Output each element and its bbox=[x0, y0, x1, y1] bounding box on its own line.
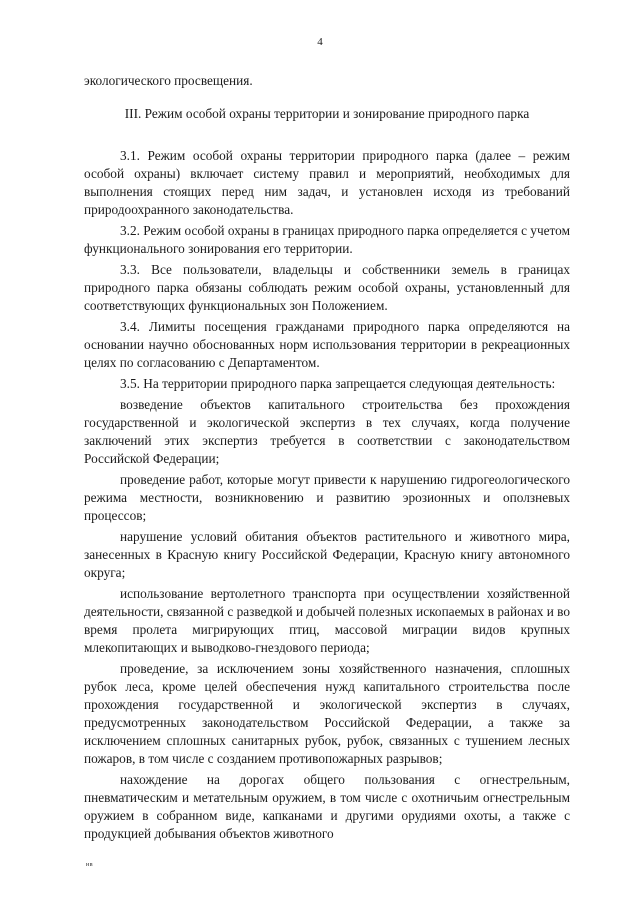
page-number: 4 bbox=[317, 36, 323, 48]
footer-initials: нв bbox=[86, 862, 94, 868]
prohibited-item: возведение объектов капитального строительства без прохождения государственной и экологической экспертиз в тех случаях, когда получение заключений этих экспертиз требуется в соответствии с законодательством Российской Федерации; bbox=[84, 397, 570, 466]
prohibited-item: проведение работ, которые могут привести к нарушению гидрогеологического режима местности, возникновению и развитию эрозионных и оползневых процессов; bbox=[84, 472, 570, 523]
prohibited-item: нарушение условий обитания объектов растительного и животного мира, занесенных в Красную книгу Российской Федерации, Красную книгу автономного округа; bbox=[84, 529, 570, 580]
prohibited-item: использование вертолетного транспорта при осуществлении хозяйственной деятельности, связанной с разведкой и добычей полезных ископаемых в районах и во время пролета мигрирующих птиц, массовой миграции видов крупных млекопитающих и выводково-гнездового периода; bbox=[84, 586, 570, 655]
section-heading: III. Режим особой охраны территории и зонирование природного парка bbox=[124, 106, 530, 121]
paragraph-3-4: 3.4. Лимиты посещения гражданами природного парка определяются на основании научно обоснованных норм использования территории в рекреационных целях по согласованию с Департаментом. bbox=[84, 319, 570, 370]
paragraph-3-2: 3.2. Режим особой охраны в границах природного парка определяется с учетом функционального зонирования его территории. bbox=[84, 223, 570, 256]
prohibited-item: проведение, за исключением зоны хозяйственного назначения, сплошных рубок леса, кроме целей обеспечения нужд капитального строительства после прохождения государственной и экологической экспертиз в случаях, предусмотренных законодательством Российской Федерации, а также за исключением сплошных санитарных рубок, рубок, связанных с тушением лесных пожаров, в том числе с созданием противопожарных разрывов; bbox=[84, 661, 570, 766]
paragraph-3-5: 3.5. На территории природного парка запрещается следующая деятельность: bbox=[120, 376, 556, 391]
continuation-line: экологического просвещения. bbox=[84, 73, 253, 88]
prohibited-item: нахождение на дорогах общего пользования с огнестрельным, пневматическим и метательным оружием, в том числе с охотничьим огнестрельным оружием в собранном виде, капканами и другими орудиями охоты, а также с продукцией добывания объектов животного bbox=[84, 772, 570, 841]
paragraph-3-3: 3.3. Все пользователи, владельцы и собственники земель в границах природного парка обязаны соблюдать режим особой охраны, установленный для соответствующих функциональных зон Положением. bbox=[84, 262, 570, 313]
document-body bbox=[84, 72, 570, 843]
paragraph-3-1: 3.1. Режим особой охраны территории природного парка (далее – режим особой охраны) включает систему правил и мероприятий, необходимых для выполнения стоящих перед ним задач, и установлен исходя из требований природоохранного законодательства. bbox=[84, 148, 570, 217]
